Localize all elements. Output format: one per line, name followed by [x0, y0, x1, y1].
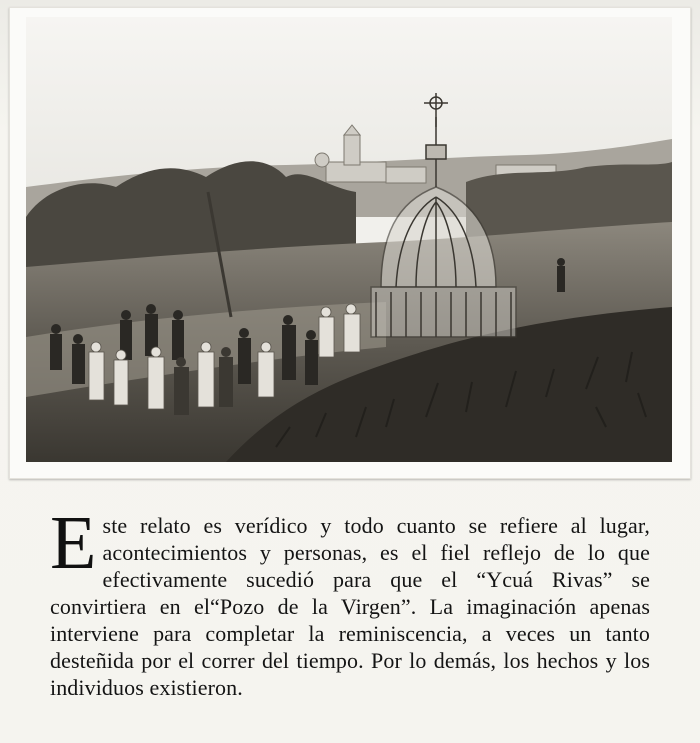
distant-figure: [557, 258, 565, 292]
drop-cap: E: [50, 501, 97, 585]
paragraph-text: ste relato es verídico y todo cuanto se refiere al lugar, acontecimientos y personas, es el fiel reflejo de lo que efectivamente sucedió para que el “Ycuá Rivas” se convirtiera en el“Pozo de la Virgen”. La imaginación apenas interviene para completar la reminiscencia, a veces un tanto desteñida por el correr del tiempo. Por lo demás, los hechos y los individuos existieron.: [50, 513, 650, 700]
historical-photograph: [26, 17, 672, 462]
photo-illustration: [26, 17, 672, 462]
body-text: [50, 501, 650, 701]
paragraph: [50, 501, 650, 701]
